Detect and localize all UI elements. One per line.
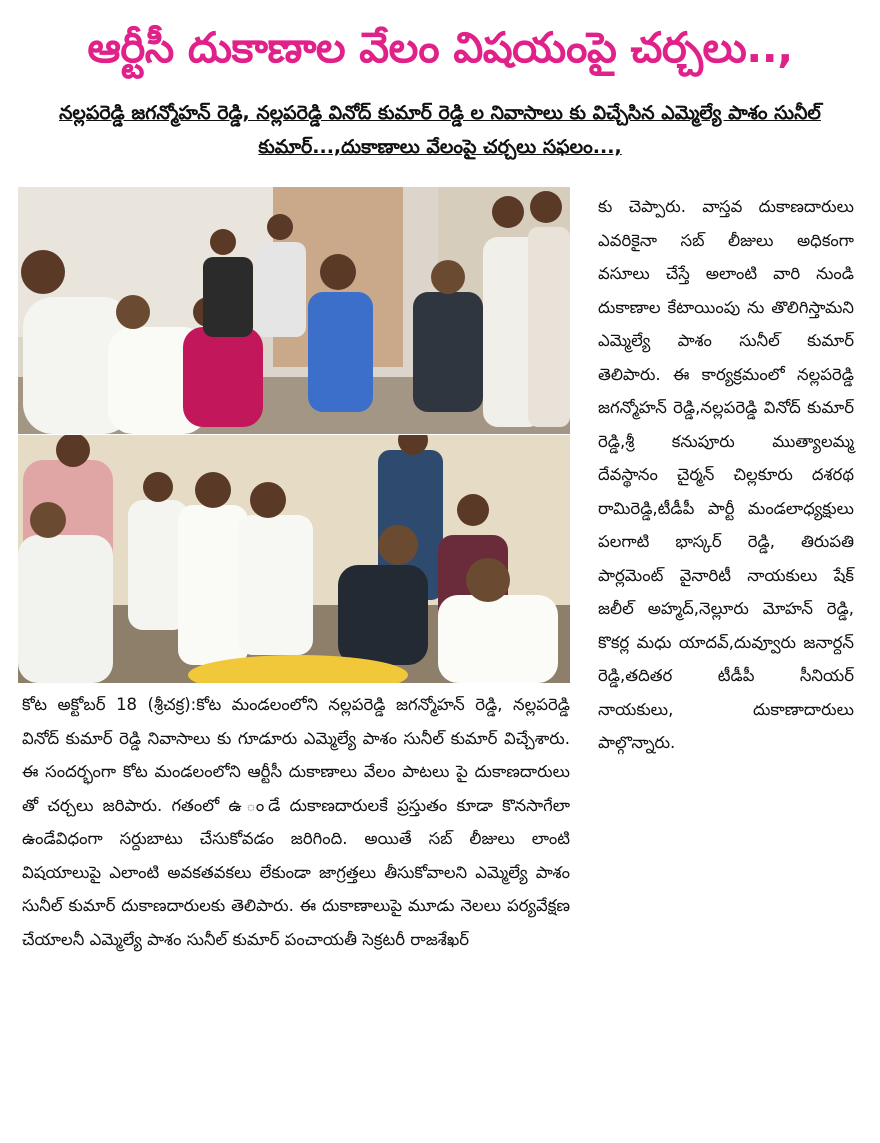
article-body-main [22,688,570,956]
article-subheadline: నల్లపరెడ్డి జగన్మోహన్ రెడ్డి, నల్లపరెడ్డి వినోద్ కుమార్ రెడ్డి ల నివాసాలు కు విచ్చేసిన ఎమ్మెల్యే పాశం సునీల్ కుమార్...,దుకాణాలు వేలంపై చర్చలు సఫలం..., [59,102,821,158]
article-body-side-column [598,190,854,760]
meeting-photo-top [18,187,570,434]
article-body-side-text: కు చెప్పారు. వాస్తవ దుకాణదారులు ఎవరికైనా సబ్ లీజులు అధికంగా వసూలు చేస్తే అలాంటి వారి నుండి దుకాణాల కేటాయింపు ను తొలిగిస్తామని ఎమ్మెల్యే పాశం సునీల్ కుమార్ తెలిపారు. ఈ కార్యక్రమంలో నల్లపరెడ్డి జగన్మోహన్ రెడ్డి,నల్లపరెడ్డి వినోద్ కుమార్ రెడ్డి,శ్రీ కనుపూరు ముత్యాలమ్మ దేవస్థానం చైర్మన్ చిల్లకూరు దశరథ రామిరెడ్డి,టీడీపీ పార్టీ మండలాధ్యక్షులు పలగాటి భాస్కర్ రెడ్డి, తిరుపతి పార్లమెంట్ వైనారిటీ నాయకులు షేక్ జలీల్ అహ్మద్,నెల్లూరు మోహన్ రెడ్డి, కొకర్ల మధు యాదవ్,దువ్వూరు జనార్దన్ రెడ్డి,తదితర టీడీపీ సీనియర్ నాయకులు, దుకాణాదారులు పాల్గొన్నారు. [598,197,854,752]
meeting-photo-bottom-illustration [18,435,570,683]
meeting-photo-bottom [18,435,570,683]
article-headline: ఆర్టీసీ దుకాణాల వేలం విషయంపై చర్చలు.., [87,23,793,72]
article-body-main-text: కోట అక్టోబర్ 18 (శ్రీచక్ర):కోట మండలంలోని నల్లపరెడ్డి జగన్మోహన్ రెడ్డి, నల్లపరెడ్డి వినోద్ కుమార్ రెడ్డి నివాసాలు కు గూడూరు ఎమ్మెల్యే పాశం సునీల్ కుమార్ విచ్చేశారు. ఈ సందర్భంగా కోట మండలంలోని ఆర్టీసీ దుకాణాలు వేలం పాటలు పై దుకాణదారులు తో చర్చలు జరిపారు. గతంలో ఉ ండే దుకాణదారులకే ప్రస్తుతం కూడా కొనసాగేలా ఉండేవిధంగా సర్దుబాటు చేసుకోవడం జరిగింది. అయితే సబ్ లీజులు లాంటి విషయాలుపై ఎలాంటి అవకతవకలు లేకుండా జాగ్రత్తలు తీసుకోవాలని ఎమ్మెల్యే పాశం సునీల్ కుమార్ దుకాణదారులకు తెలిపారు. ఈ దుకాణాలుపై మూడు నెలలు పర్యవేక్షణ చేయాలనీ ఎమ్మెల్యే పాశం సునీల్ కుమార్ పంచాయతీ సెక్రటరీ రాజశేఖర్ [22,695,570,949]
meeting-photo-top-illustration [18,187,570,434]
top-cropped-text-strip [0,0,880,10]
